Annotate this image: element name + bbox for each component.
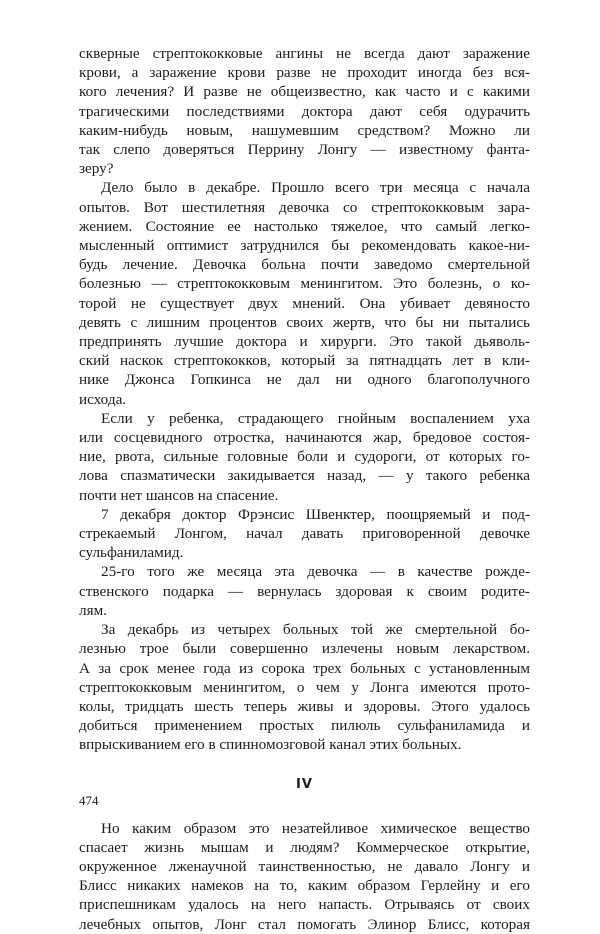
paragraph <box>79 505 530 563</box>
text-line: мысленный оптимист затруднился бы рекомендовать какое-ни- <box>79 237 530 255</box>
text-line: опытов. Вот шестилетняя девочка со стрептококковым зара- <box>79 198 530 216</box>
paragraph <box>79 409 530 505</box>
text-body <box>79 44 530 755</box>
text-line: трагическими последствиями доктора дают себя одурачить <box>79 102 530 120</box>
text-line: лечебных опытов, Лонг стал помогать Элинор Блисс, которая <box>79 915 530 933</box>
text-line: ственского подарка — вернулась здоровая к своим родите- <box>79 582 530 600</box>
text-line: добиться применением простых пилюль сульфаниламида и <box>79 717 530 735</box>
text-line: почти нет шансов на спасение. <box>79 486 279 504</box>
text-line: Если у ребенка, страдающего гнойным воспалением уха <box>101 409 530 427</box>
paragraph <box>79 44 530 178</box>
text-line: Дело было в декабре. Прошло всего три месяца с начала <box>101 179 530 197</box>
text-line: стрептококковым менингитом, о чем у Лонга имеются прото- <box>79 678 530 696</box>
text-line: Но каким образом это незатейливое химическое вещество <box>101 819 530 837</box>
book-page <box>79 44 530 934</box>
text-line: впрыскиванием его в спинномозговой канал этих больных. <box>79 736 462 754</box>
text-line: стрекаемый Лонгом, начал давать приговоренной девочке <box>79 525 530 543</box>
text-line: Блисс никаких намеков на то, каким образом Герлейну и его <box>79 877 530 895</box>
paragraph <box>79 178 530 408</box>
text-line: нике Джонса Гопкинса не дал ни одного благополучного <box>79 371 530 389</box>
paragraph <box>79 620 530 754</box>
text-line: крови, а заражение крови разве не проходит иногда без вся- <box>79 64 530 82</box>
paragraph <box>79 819 530 934</box>
text-line: лова спазматически закидывается назад, — у такого ребенка <box>79 467 530 485</box>
text-line: торой не существует двух мнений. Она убивает девяносто <box>79 294 530 312</box>
text-line: предпринять лучшие доктора и хирурги. Это такой дьяволь- <box>79 333 530 351</box>
text-line: лезнью трое были совершенно излечены новым лекарством. <box>79 640 530 658</box>
text-line: болезнью — стрептококковым менингитом. Это болезнь, о ко- <box>79 275 530 293</box>
text-line: приспешникам удалось на него напасть. Отрываясь от своих <box>79 896 530 914</box>
text-line: или сосцевидного отростка, начинаются жар, бредовое состоя- <box>79 429 530 447</box>
page-number: 474 <box>79 793 99 808</box>
text-line: ние, рвота, сильные головные боли и судороги, от которых го- <box>79 448 530 466</box>
text-line: лям. <box>79 601 107 619</box>
text-line: За декабрь из четырех больных той же смертельной бо- <box>101 621 530 639</box>
text-line: ский наскок стрептококков, который за пятнадцать лет в кли- <box>79 352 530 370</box>
text-line: исхода. <box>79 390 127 408</box>
text-line: скверные стрептококковые ангины не всегда дают заражение <box>79 45 530 62</box>
text-line: окруженное лженаучной таинственностью, не давало Лонгу и <box>79 857 530 875</box>
text-line: зеру? <box>79 160 114 178</box>
section-heading: IV <box>296 776 313 792</box>
text-line: жением. Состояние ее настолько тяжелое, что самый легко- <box>79 217 530 235</box>
text-line: девять с лишним процентов своих жертв, что бы ни пытались <box>79 313 530 331</box>
text-line: А за срок менее года из сорока трех больных с установленным <box>79 659 530 677</box>
text-line: 7 декабря доктор Фрэнсис Швенктер, поощряемый и под- <box>101 505 530 523</box>
text-line: так слепо доверяться Перрину Лонгу — известному фанта- <box>79 141 530 159</box>
paragraph <box>79 562 530 620</box>
text-line: колы, тридцать шесть теперь живы и здоровы. Этого удалось <box>79 697 530 715</box>
text-line: 25-го того же месяца эта девочка — в качестве рожде- <box>101 563 530 581</box>
text-body-continued <box>79 819 530 934</box>
text-line: сульфаниламид. <box>79 544 184 562</box>
text-line: кого лечения? И разве не общеизвестно, как часто и с какими <box>79 83 530 101</box>
text-line: будь лечение. Девочка больна почти заведомо смертельной <box>79 256 530 274</box>
text-line: спасает жизнь мышам и людям? Коммерческое открытие, <box>79 838 530 856</box>
text-line: каким-нибудь новым, нашумевшим средством? Можно ли <box>79 121 530 139</box>
